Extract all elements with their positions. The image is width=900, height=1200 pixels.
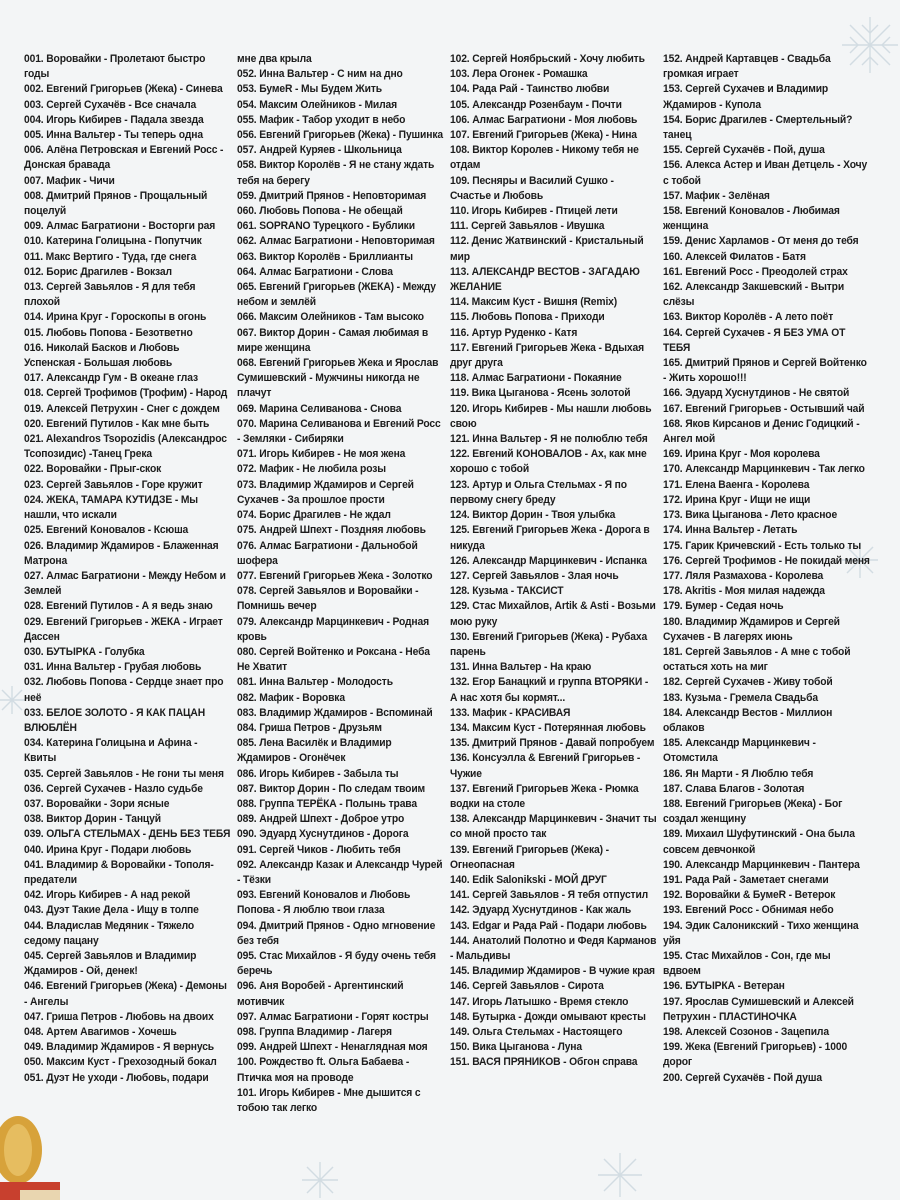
track-list-item: 104. Рада Рай - Таинство любви — [450, 83, 610, 96]
track-list-item: 186. Ян Марти - Я Люблю тебя — [663, 767, 814, 780]
track-list-item: 076. Алмас Багратиони - Дальнобой шофера — [237, 539, 418, 567]
track-list-item: 105. Александр Розенбаум - Почти — [450, 98, 622, 111]
track-list-item: 149. Ольга Стельмах - Настоящего — [450, 1026, 623, 1038]
track-list-item: 039. ОЛЬГА СТЕЛЬМАХ - ДЕНЬ БЕЗ ТЕБЯ — [24, 828, 231, 841]
track-list-item: 164. Сергей Сухачев - Я БЕЗ УМА ОТ ТЕБЯ — [663, 326, 846, 354]
track-list-item: 110. Игорь Кибирев - Птицей лети — [450, 205, 618, 218]
track-list-item: 100. Рождество ft. Ольга Бабаева - Птичка моя на проводе — [237, 1056, 410, 1084]
track-list-item: 058. Виктор Королёв - Я не стану ждать тебя на берегу — [237, 159, 435, 187]
track-list-item: 166. Эдуард Хуснутдинов - Не святой — [663, 387, 850, 400]
track-list-item: 191. Рада Рай - Заметает снегами — [663, 873, 829, 886]
track-list-item: 028. Евгений Путилов - А я ведь знаю — [24, 600, 213, 613]
track-list-item: 091. Сергей Чиков - Любить тебя — [237, 843, 401, 856]
track-list-item: 185. Александр Марцинкевич - Отомстила — [663, 737, 816, 765]
track-list-item: 071. Игорь Кибирев - Не моя жена — [237, 448, 406, 461]
track-list-item: 098. Группа Владимир - Лагеря — [237, 1026, 392, 1038]
track-list-item: 026. Владимир Ждамиров - Блаженная Матрона — [24, 539, 219, 567]
track-list-item: 182. Сергей Сухачев - Живу тобой — [663, 676, 833, 689]
track-list-item: 169. Ирина Круг - Моя королева — [663, 448, 820, 461]
track-list-item: 132. Егор Банацкий и группа ВТОРЯКИ - А нас хотя бы кормят... — [450, 676, 649, 704]
track-list-item: 155. Сергей Сухачёв - Пой, душа — [663, 144, 825, 157]
track-list-item: 102. Сергей Ноябрьский - Хочу любить — [450, 53, 645, 65]
track-list-item: 112. Денис Жатвинский - Кристальный мир — [450, 235, 644, 263]
track-list-item: 038. Виктор Дорин - Танцуй — [24, 813, 161, 826]
track-list-item: 074. Борис Драгилев - Не ждал — [237, 509, 391, 522]
track-list-item: 192. Воровайки & БумеR - Ветерок — [663, 889, 836, 902]
track-list-item: 150. Вика Цыганова - Луна — [450, 1041, 583, 1054]
track-list-item: 025. Евгений Коновалов - Ксюша — [24, 524, 189, 537]
track-list-item: 023. Сергей Завьялов - Горе кружит — [24, 478, 203, 491]
track-list-item: 050. Максим Куст - Грехозодный бокал — [24, 1056, 217, 1069]
track-list-item: 040. Ирина Круг - Подари любовь — [24, 843, 192, 856]
track-list-item: 034. Катерина Голицына и Афина - Квиты — [24, 737, 198, 765]
track-list-item: 124. Виктор Дорин - Твоя улыбка — [450, 509, 616, 522]
track-list-item: 036. Сергей Сухачев - Назло судьбе — [24, 782, 203, 795]
track-list-item: 002. Евгений Григорьев (Жека) - Синева — [24, 83, 223, 96]
track-list-item: 198. Алексей Созонов - Зацепила — [663, 1026, 829, 1038]
track-list-item: 081. Инна Вальтер - Молодость — [237, 676, 393, 689]
track-list-item: 194. Эдик Салоникский - Тихо женщина уйя — [663, 919, 859, 947]
track-list-item: 064. Алмас Багратиони - Слова — [237, 265, 393, 278]
track-list-item: 190. Александр Марцинкевич - Пантера — [663, 858, 860, 871]
track-list-item: 114. Максим Куст - Вишня (Remix) — [450, 296, 618, 309]
track-list-item: 073. Владимир Ждамиров и Сергей Сухачев - За прошлое прости — [237, 478, 414, 506]
track-list-item: 123. Артур и Ольга Стельмах - Я по первому снегу бреду — [450, 478, 627, 506]
track-list-item: 152. Андрей Картавцев - Свадьба громкая играет — [663, 53, 831, 81]
track-list-item: 160. Алексей Филатов - Батя — [663, 250, 806, 263]
track-list-item: 130. Евгений Григорьев (Жека) - Рубаха парень — [450, 630, 648, 658]
track-list-item: 051. Дуэт Не уходи - Любовь, подари — [24, 1071, 209, 1084]
track-list-item: 089. Андрей Шпехт - Доброе утро — [237, 813, 405, 826]
track-list-item: 133. Мафик - КРАСИВАЯ — [450, 706, 571, 719]
track-list-item: 135. Дмитрий Прянов - Давай попробуем — [450, 737, 655, 750]
track-list-item: 093. Евгений Коновалов и Любовь Попова - Я люблю твои глаза — [237, 889, 411, 917]
track-list-item: 156. Алекса Астер и Иван Детцель - Хочу с тобой — [663, 159, 868, 187]
track-list-item: 095. Стас Михайлов - Я буду очень тебя беречь — [237, 949, 436, 978]
track-list-item: 013. Сергей Завьялов - Я для тебя плохой — [24, 281, 196, 309]
track-list-item: 006. Алёна Петровская и Евгений Росс - Донская бравада — [24, 144, 224, 172]
track-list-item: 086. Игорь Кибирев - Забыла ты — [237, 767, 399, 780]
track-list-item: 140. Edik Salonikski - МОЙ ДРУГ — [450, 873, 607, 886]
track-list-item: 173. Вика Цыганова - Лето красное — [663, 509, 838, 522]
track-list-item: 158. Евгений Коновалов - Любимая женщина — [663, 205, 840, 233]
track-list-item: 139. Евгений Григорьев (Жека) - Огнеопасная — [450, 843, 609, 871]
track-list-item: 099. Андрей Шпехт - Ненаглядная моя — [237, 1041, 428, 1054]
track-list-item: 079. Александр Марцинкевич - Родная кровь — [237, 615, 430, 643]
track-list-item: 117. Евгений Григорьев Жека - Вдыхая друг друга — [450, 341, 644, 370]
track-list-item: 103. Лера Огонек - Ромашка — [450, 68, 588, 81]
track-list-item: 172. Ирина Круг - Ищи не ищи — [663, 493, 811, 506]
track-list-item: 057. Андрей Куряев - Школьница — [237, 144, 402, 157]
track-list-item: 084. Гриша Петров - Друзьям — [237, 721, 382, 734]
track-list-item: 101. Игорь Кибирев - Мне дышится с тобою так легко — [237, 1086, 421, 1115]
track-list-item: 129. Стас Михайлов, Artik & Asti - Возьми мою руку — [450, 600, 656, 628]
track-list-item: 032. Любовь Попова - Сердце знает про неё — [24, 676, 224, 704]
track-list-item: 043. Дуэт Такие Дела - Ищу в толпе — [24, 904, 199, 917]
track-list-item: 174. Инна Вальтер - Летать — [663, 524, 798, 537]
track-list-item: 085. Лена Василёк и Владимир Ждамиров - Огонёчек — [237, 737, 392, 765]
track-list-item: 120. Игорь Кибирев - Мы нашли любовь свою — [450, 402, 652, 430]
track-list-item: мне два крыла — [237, 53, 312, 65]
track-column-1 — [24, 52, 231, 1142]
track-list-item: 097. Алмас Багратиони - Горят костры — [237, 1010, 429, 1023]
track-list-item: 118. Алмас Багратиони - Покаяние — [450, 372, 622, 385]
track-list-item: 048. Артем Авагимов - Хочешь — [24, 1026, 177, 1038]
track-list-item: 016. Николай Басков и Любовь Успенская - Большая любовь — [24, 341, 180, 370]
track-list-item: 017. Александр Гум - В океане глаз — [24, 372, 198, 385]
track-list-item: 199. Жека (Евгений Григорьев) - 1000 дорог — [663, 1041, 848, 1069]
track-list-item: 134. Максим Куст - Потерянная любовь — [450, 721, 646, 734]
track-list-item: 011. Макс Вертиго - Туда, где снега — [24, 250, 197, 263]
track-list-item: 065. Евгений Григорьев (ЖЕКА) - Между небом и землёй — [237, 281, 436, 309]
track-column-2 — [237, 52, 444, 1142]
track-list-item: 146. Сергей Завьялов - Сирота — [450, 980, 604, 993]
track-list-item: 162. Александр Закшевский - Вытри слёзы — [663, 281, 845, 309]
track-list-item: 004. Игорь Кибирев - Падала звезда — [24, 113, 204, 126]
track-list-item: 018. Сергей Трофимов (Трофим) - Народ — [24, 387, 228, 400]
track-list-item: 070. Марина Селиванова и Евгений Росс - Земляки - Сибиряки — [237, 417, 441, 446]
track-list-item: 183. Кузьма - Гремела Свадьба — [663, 691, 818, 704]
track-list-item: 037. Воровайки - Зори ясные — [24, 797, 170, 810]
track-list-item: 107. Евгений Григорьев (Жека) - Нина — [450, 129, 637, 142]
track-list-item: 027. Алмас Багратиони - Между Небом и Землей — [24, 569, 226, 598]
track-list-item: 168. Яков Кирсанов и Денис Годицкий - Ангел мой — [663, 417, 860, 446]
track-list-item: 001. Воровайки - Пролетают быстро годы — [24, 53, 206, 81]
track-list-item: 167. Евгений Григорьев - Остывший чай — [663, 402, 865, 415]
track-list-item: 053. БумеR - Мы Будем Жить — [237, 83, 382, 96]
track-list-item: 007. Мафик - Чичи — [24, 174, 115, 187]
track-list-item: 138. Александр Марцинкевич - Значит ты со мной просто так — [450, 813, 657, 841]
track-list-item: 111. Сергей Завьялов - Ивушка — [450, 220, 605, 233]
track-list-item: 181. Сергей Завьялов - А мне с тобой остаться хоть на миг — [663, 645, 851, 674]
track-list-item: 154. Борис Драгилев - Смертельный? танец — [663, 113, 853, 142]
track-list-item: 113. АЛЕКСАНДР ВЕСТОВ - ЗАГАДАЮ ЖЕЛАНИЕ — [450, 265, 640, 294]
track-list-item: 197. Ярослав Сумишевский и Алексей Петрухин - ПЛАСТИНОЧКА — [663, 995, 854, 1023]
track-list-item: 005. Инна Вальтер - Ты теперь одна — [24, 129, 203, 142]
track-list-item: 175. Гарик Кричевский - Есть только ты — [663, 539, 862, 552]
track-list-item: 127. Сергей Завьялов - Злая ночь — [450, 569, 619, 582]
track-list-item: 078. Сергей Завьялов и Воровайки - Помнишь вечер — [237, 585, 419, 613]
track-list-item: 145. Владимир Ждамиров - В чужие края — [450, 965, 655, 978]
track-list-item: 035. Сергей Завьялов - Не гони ты меня — [24, 767, 224, 780]
track-list-item: 178. Akritis - Моя милая надежда — [663, 585, 825, 598]
track-list-item: 106. Алмас Багратиони - Моя любовь — [450, 113, 638, 126]
track-list-item: 125. Евгений Григорьев Жека - Дорога в никуда — [450, 524, 650, 552]
track-column-3 — [450, 52, 657, 1142]
track-list-item: 109. Песняры и Василий Сушко - Счастье и Любовь — [450, 174, 614, 202]
track-list-item: 061. SOPRANO Турецкого - Бублики — [237, 220, 415, 233]
track-list-item: 092. Александр Казак и Александр Чурей - Тёзки — [237, 858, 443, 886]
track-list-item: 052. Инна Вальтер - С ним на дно — [237, 68, 403, 81]
track-list-item: 094. Дмитрий Прянов - Одно мгновение без тебя — [237, 919, 436, 947]
track-list-item: 044. Владислав Медяник - Тяжело седому пацану — [24, 919, 195, 947]
track-list-item: 122. Евгений КОНОВАЛОВ - Ах, как мне хорошо с тобой — [450, 448, 647, 476]
track-list-item: 141. Сергей Завьялов - Я тебя отпустил — [450, 889, 649, 902]
track-list-item: 177. Ляля Размахова - Королева — [663, 569, 824, 582]
track-list-item: 066. Максим Олейников - Там высоко — [237, 311, 424, 324]
track-list-item: 046. Евгений Григорьев (Жека) - Демоны - Ангелы — [24, 980, 227, 1008]
track-list-item: 010. Катерина Голицына - Попутчик — [24, 235, 202, 248]
track-list-item: 009. Алмас Багратиони - Восторги рая — [24, 220, 216, 233]
track-list-item: 116. Артур Руденко - Катя — [450, 326, 578, 339]
track-column-4 — [663, 52, 870, 1142]
track-list-item: 020. Евгений Путилов - Как мне быть — [24, 417, 210, 430]
track-list-item: 021. Alexandros Tsopozidis (Александрос Тсопозидис) -Танец Грека — [24, 433, 227, 461]
track-list-item: 008. Дмитрий Прянов - Прощальный поцелуй — [24, 189, 208, 218]
track-list-item: 153. Сергей Сухачев и Владимир Ждамиров - Купола — [663, 83, 829, 111]
track-list-item: 119. Вика Цыганова - Ясень золотой — [450, 387, 631, 400]
track-list-item: 147. Игорь Латышко - Время стекло — [450, 995, 629, 1008]
track-list-item: 184. Александр Вестов - Миллион облаков — [663, 706, 833, 734]
track-list-item: 163. Виктор Королёв - А лето поёт — [663, 311, 834, 324]
track-list-item: 188. Евгений Григорьев (Жека) - Бог создал женщину — [663, 797, 843, 826]
track-list-item: 179. Бумер - Седая ночь — [663, 600, 784, 613]
track-list-item: 083. Владимир Ждамиров - Вспоминай — [237, 706, 433, 719]
track-list-item: 121. Инна Вальтер - Я не полюблю тебя — [450, 433, 648, 446]
track-list-item: 047. Гриша Петров - Любовь на двоих — [24, 1010, 214, 1023]
track-list-item: 187. Слава Благов - Золотая — [663, 782, 805, 795]
track-list-item: 193. Евгений Росс - Обнимая небо — [663, 904, 834, 917]
track-list-item: 151. ВАСЯ ПРЯНИКОВ - Обгон справа — [450, 1056, 638, 1069]
track-list-item: 161. Евгений Росс - Преодолей страх — [663, 265, 848, 278]
track-list-item: 072. Мафик - Не любила розы — [237, 463, 386, 476]
track-list-item: 082. Мафик - Воровка — [237, 691, 345, 704]
track-list-item: 148. Бутырка - Дожди омывают кресты — [450, 1010, 646, 1023]
track-list-item: 189. Михаил Шуфутинский - Она была совсем девчонкой — [663, 828, 855, 856]
track-list-item: 136. Консуэлла & Евгений Григорьев - Чужие — [450, 752, 641, 780]
track-list-item: 049. Владимир Ждамиров - Я вернусь — [24, 1041, 215, 1054]
track-list — [24, 52, 876, 1142]
track-list-item: 128. Кузьма - ТАКСИСТ — [450, 585, 564, 598]
track-list-item: 015. Любовь Попова - Безответно — [24, 326, 193, 339]
track-list-item: 068. Евгений Григорьев Жека и Ярослав Сумишевский - Мужчины никогда не плачут — [237, 357, 439, 400]
track-list-item: 196. БУТЫРКА - Ветеран — [663, 980, 785, 993]
track-list-item: 060. Любовь Попова - Не обещай — [237, 205, 403, 218]
track-list-item: 115. Любовь Попова - Приходи — [450, 311, 605, 324]
track-list-item: 024. ЖЕКА, ТАМАРА КУТИДЗЕ - Мы нашли, что искали — [24, 493, 198, 522]
track-list-item: 171. Елена Ваенга - Королева — [663, 478, 810, 491]
track-list-item: 165. Дмитрий Прянов и Сергей Войтенко - Жить хорошо!!! — [663, 357, 867, 385]
track-list-item: 195. Стас Михайлов - Сон, где мы вдвоем — [663, 949, 831, 978]
track-list-item: 180. Владимир Ждамиров и Сергей Сухачев - В лагерях июнь — [663, 615, 840, 643]
track-list-item: 090. Эдуард Хуснутдинов - Дорога — [237, 828, 409, 841]
track-list-item: 029. Евгений Григорьев - ЖЕКА - Играет Дассен — [24, 615, 223, 643]
track-list-item: 059. Дмитрий Прянов - Неповторимая — [237, 189, 427, 202]
track-list-item: 200. Сергей Сухачёв - Пой душа — [663, 1071, 822, 1084]
track-list-item: 137. Евгений Григорьев Жека - Рюмка водки на столе — [450, 782, 639, 810]
track-list-item: 075. Андрей Шпехт - Поздняя любовь — [237, 524, 426, 537]
track-list-item: 096. Аня Воробей - Аргентинский мотивчик — [237, 980, 404, 1008]
track-list-item: 143. Edgar и Рада Рай - Подари любовь — [450, 919, 647, 932]
track-list-item: 067. Виктор Дорин - Самая любимая в мире женщина — [237, 326, 429, 354]
track-list-item: 012. Борис Драгилев - Вокзал — [24, 265, 172, 278]
track-list-item: 033. БЕЛОЕ ЗОЛОТО - Я КАК ПАЦАН ВЛЮБЛЁН — [24, 706, 206, 734]
track-list-item: 126. Александр Марцинкевич - Испанка — [450, 554, 647, 567]
track-list-item: 030. БУТЫРКА - Голубка — [24, 645, 145, 658]
track-list-item: 054. Максим Олейников - Милая — [237, 98, 398, 111]
track-list-item: 157. Мафик - Зелёная — [663, 189, 770, 202]
track-list-item: 144. Анатолий Полотно и Федя Карманов - Мальдивы — [450, 934, 657, 962]
track-list-item: 055. Мафик - Табор уходит в небо — [237, 113, 406, 126]
track-list-item: 087. Виктор Дорин - По следам твоим — [237, 782, 426, 795]
track-list-item: 131. Инна Вальтер - На краю — [450, 661, 592, 674]
track-list-item: 062. Алмас Багратиони - Неповторимая — [237, 235, 435, 248]
track-list-item: 080. Сергей Войтенко и Роксана - Неба Не Хватит — [237, 645, 430, 674]
track-list-item: 063. Виктор Королёв - Бриллианты — [237, 250, 413, 263]
track-list-item: 031. Инна Вальтер - Грубая любовь — [24, 661, 202, 674]
track-list-item: 042. Игорь Кибирев - А над рекой — [24, 889, 191, 902]
track-list-item: 041. Владимир & Воровайки - Тополя-предатели — [24, 858, 214, 886]
track-list-item: 045. Сергей Завьялов и Владимир Ждамиров - Ой, денек! — [24, 949, 197, 978]
track-list-item: 159. Денис Харламов - От меня до тебя — [663, 235, 859, 248]
track-list-item: 142. Эдуард Хуснутдинов - Как жаль — [450, 904, 632, 917]
track-list-item: 176. Сергей Трофимов - Не покидай меня — [663, 554, 870, 567]
track-list-item: 069. Марина Селиванова - Снова — [237, 402, 402, 415]
track-list-item: 003. Сергей Сухачёв - Все сначала — [24, 98, 197, 111]
track-list-item: 088. Группа ТЕРЁКА - Полынь трава — [237, 797, 417, 810]
track-list-item: 019. Алексей Петрухин - Снег с дождем — [24, 402, 220, 415]
track-list-item: 108. Виктор Королев - Никому тебя не отдам — [450, 144, 639, 172]
track-list-item: 077. Евгений Григорьев Жека - Золотко — [237, 569, 433, 582]
track-list-item: 022. Воровайки - Прыг-скок — [24, 463, 162, 476]
track-list-item: 056. Евгений Григорьев (Жека) - Пушинка — [237, 129, 443, 142]
track-list-item: 170. Александр Марцинкевич - Так легко — [663, 463, 865, 476]
track-list-item: 014. Ирина Круг - Гороскопы в огонь — [24, 311, 207, 324]
